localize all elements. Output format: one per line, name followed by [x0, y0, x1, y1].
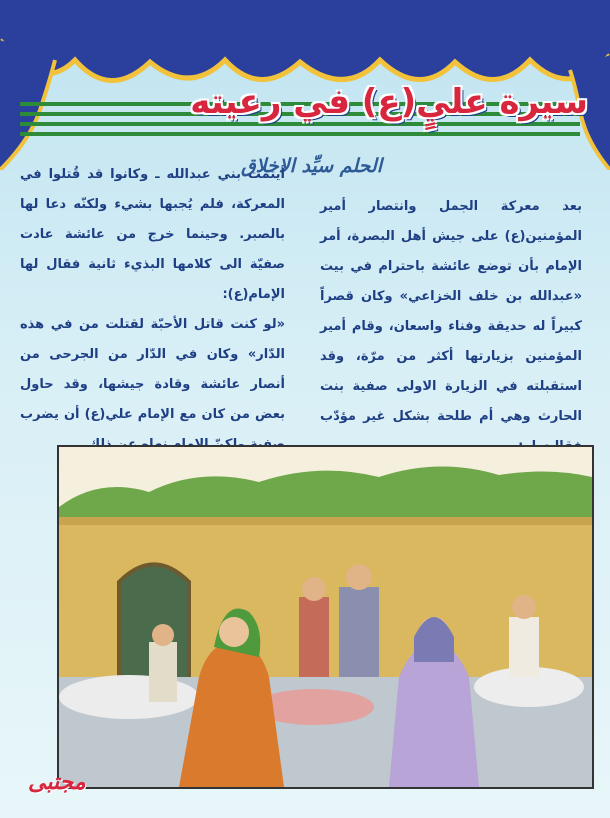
paragraph: بعد معركة الجمل وانتصار أمير المؤمنين(ع) على جيش أهل البصرة، أمر الإمام بأن توضع عائشة باحترام في بيت «عبدالله بن خلف الخزاعي» وكان قصراً كبيراً له حديقة وفناء واسعان، وقام أمير المؤمنين بزيارتها أكثر من مرّة، وقد استقبلته في الزيارة الاولى صفية بنت الحارث وهي أم طلحة بشكل غير مؤدّب	[320, 199, 582, 424]
section-subtitle: الحلم سيِّد الاخلاق	[240, 155, 382, 177]
text-column-left	[20, 160, 285, 460]
paragraph: أيتمت بني عبدالله ـ وكانوا قد قُتلوا في المعركة، فلم يُجبها بشيء ولكنّه دعا لها بالصبر. وحينما خرج من عائشة عادت صفيّة الى كلامها البذيء ثانية فقال لها الإمام(ع):	[20, 167, 285, 302]
story-illustration	[57, 445, 594, 789]
illustration-scene	[59, 447, 592, 787]
page-title: سيرة عليٍ(ع) في رعيته	[190, 82, 588, 122]
magazine-logo: مجتبى	[28, 770, 86, 795]
paragraph: «لو كنت قاتل الأحبّة لقتلت من في هذه الدّار» وكان في الدّار من الجرحى من أنصار عائشة وقادة جيشها، وقد حاول بعض من كان مع الإمام علي(ع) أن يضرب	[20, 317, 285, 422]
